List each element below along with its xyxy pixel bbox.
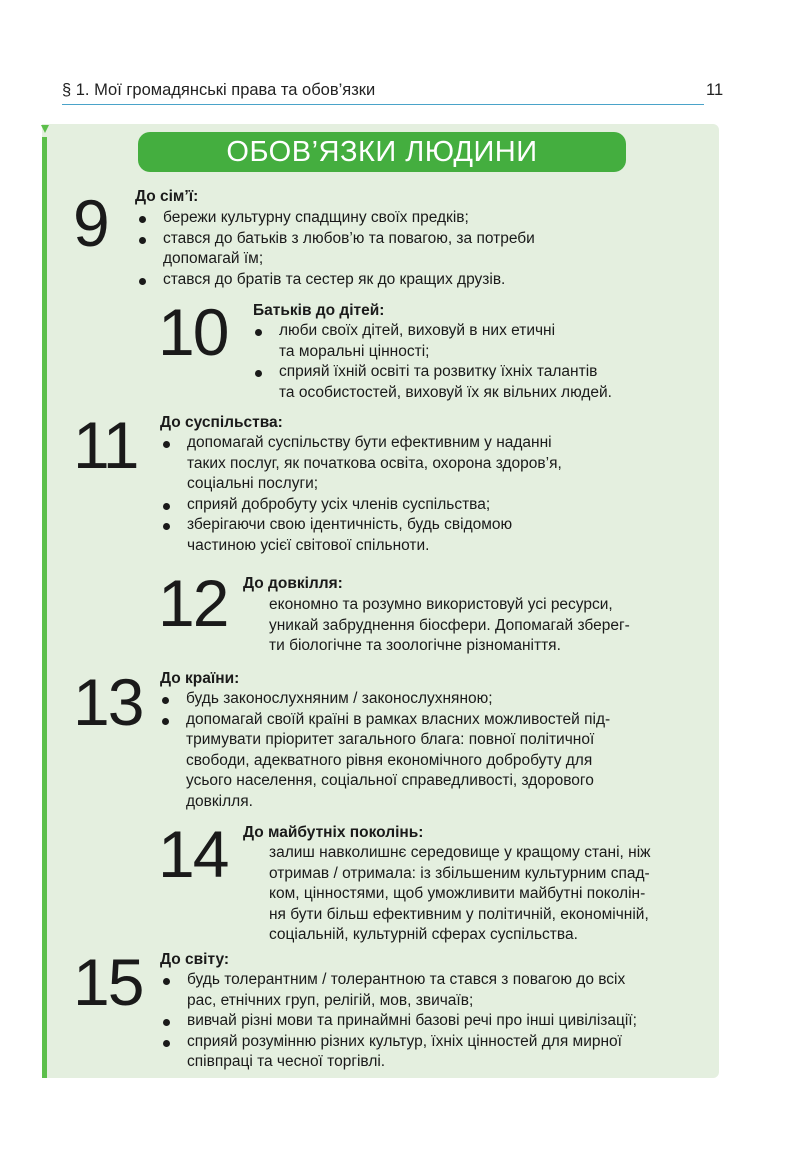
- bullet-icon: [163, 441, 170, 448]
- list-item: стався до батьків з любов’ю та повагою, за потреби допомагай їм;: [163, 229, 703, 270]
- list-item: люби своїх дітей, виховуй в них етичні та моральні цінності;: [279, 321, 699, 362]
- panel-left-stripe: [42, 137, 47, 1078]
- section-number: 13: [73, 665, 143, 739]
- section-title: Батьків до дітей:: [253, 302, 385, 319]
- triangle-marker-icon: [41, 125, 49, 133]
- section-body: [187, 970, 703, 1073]
- list-item: стався до братів та сестер як до кращих друзів.: [163, 270, 703, 291]
- bullet-icon: [163, 978, 170, 985]
- bullet-icon: [163, 1040, 170, 1047]
- bullet-icon: [163, 523, 170, 530]
- list-item: вивчай різні мови та принаймні базові речі про інші цивілізації;: [187, 1011, 703, 1032]
- section-title: До майбутніх поколінь:: [243, 824, 424, 841]
- section-title: До світу:: [160, 951, 230, 968]
- section-number: 9: [73, 186, 108, 260]
- list-item: будь толерантним / толерантною та стався з повагою до всіх рас, етнічних груп, релігій, мов, звичаїв;: [187, 970, 703, 1011]
- list-item: зберігаючи свою ідентичність, будь свідомою частиною усієї світової спільноти.: [187, 515, 702, 556]
- bullet-icon: [162, 697, 169, 704]
- section-title: До довкілля:: [243, 575, 343, 592]
- bullet-icon: [255, 370, 262, 377]
- list-item: допомагай суспільству бути ефективним у наданні таких послуг, як початкова освіта, охорона здоров’я, соціальні послуги;: [187, 433, 702, 495]
- section-number: 11: [73, 408, 138, 482]
- section-body: [163, 208, 703, 290]
- section-body: [187, 433, 702, 556]
- section-title: До суспільства:: [160, 414, 283, 431]
- section-number: 14: [158, 817, 228, 891]
- section-body: [279, 321, 699, 403]
- bullet-icon: [163, 1019, 170, 1026]
- bullet-icon: [162, 718, 169, 725]
- list-item: сприяй розумінню різних культур, їхніх цінностей для мирної співпраці та чесної торгівлі.: [187, 1032, 703, 1073]
- section-title: До країни:: [160, 670, 240, 687]
- section-number: 12: [158, 566, 228, 640]
- list-item: сприяй добробуту усіх членів суспільства;: [187, 495, 702, 516]
- header-rule: [62, 104, 704, 105]
- bullet-icon: [163, 503, 170, 510]
- section-body: [186, 689, 665, 812]
- section-body: економно та розумно використовуй усі ресурси, уникай забруднення біосфери. Допомагай зберег- ти біологічне та зоологічне різноманіття.: [269, 596, 630, 654]
- bullet-icon: [139, 216, 146, 223]
- bullet-icon: [139, 237, 146, 244]
- list-item: допомагай своїй країні в рамках власних можливостей під- тримувати пріоритет загального блага: повної політичної свободи, адекватного рівня економічного добробуту для усього населення, соціальної справедливості, здорового довкілля.: [186, 710, 665, 813]
- section-number: 10: [158, 295, 228, 369]
- running-header: § 1. Мої громадянські права та обов’язки: [62, 81, 376, 99]
- section-number: 15: [73, 945, 143, 1019]
- banner-title: ОБОВ’ЯЗКИ ЛЮДИНИ: [138, 132, 626, 172]
- page-number: 11: [706, 81, 724, 99]
- list-item: будь законослухняним / законослухняною;: [186, 689, 665, 710]
- section-title: До сім’ї:: [135, 188, 199, 205]
- bullet-icon: [139, 278, 146, 285]
- list-item: бережи культурну спадщину своїх предків;: [163, 208, 703, 229]
- section-body: залиш навколишнє середовище у кращому стані, ніж отримав / отримала: із збільшеним культурним спад- ком, цінностями, щоб уможливити майбутні поколін- ня бути більш ефективним у політичній, економічній, соціальній, культурній сферах суспільства.: [269, 844, 651, 943]
- bullet-icon: [255, 329, 262, 336]
- list-item: сприяй їхній освіті та розвитку їхніх талантів та особистостей, виховуй їх як вільних людей.: [279, 362, 699, 403]
